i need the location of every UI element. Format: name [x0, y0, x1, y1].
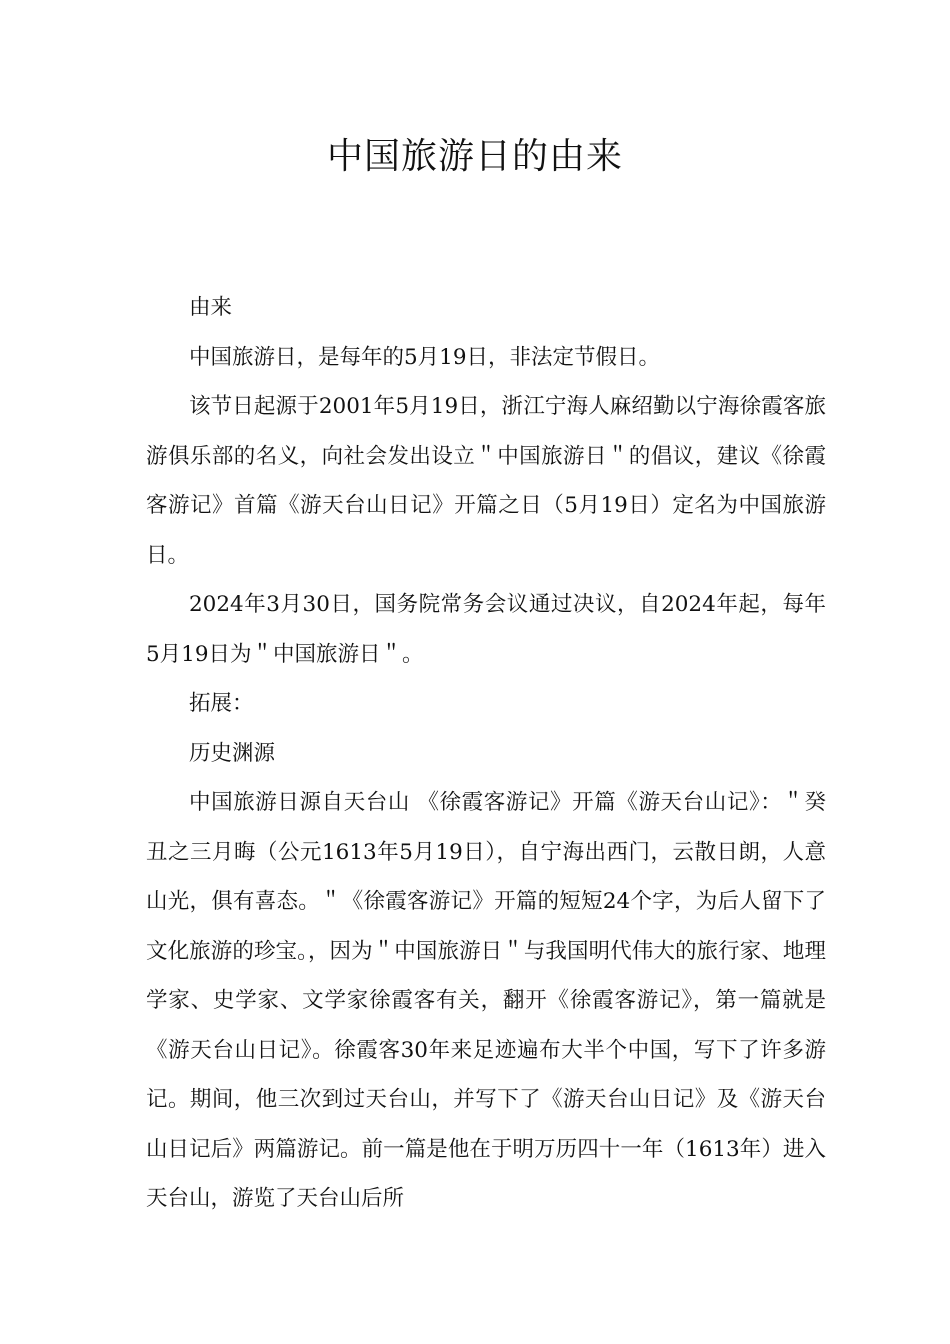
- document-body: [146, 283, 826, 1224]
- paragraph-date-definition: 中国旅游日，是每年的5月19日，非法定节假日。: [189, 344, 661, 370]
- paragraph-extension-heading: 拓展：: [189, 691, 254, 716]
- paragraph-origin-detail: 该节日起源于2001年5月19日，浙江宁海人麻绍勤以宁海徐霞客旅游俱乐部的名义，向社会发出设立＂中国旅游日＂的倡议，建议《徐霞客游记》首篇《游天台山日记》开篇之日（5月19日）定名为中国旅游日。: [146, 394, 826, 568]
- paragraph-origin-heading: 由来: [189, 295, 233, 320]
- document-title: 中国旅游日的由来: [326, 136, 623, 177]
- paragraph-history-detail: 中国旅游日源自天台山 《徐霞客游记》开篇《游天台山记》：＂癸丑之三月晦（公元1613年5月19日），自宁海出西门，云散日朗，人意山光，俱有喜态。＂《徐霞客游记》开篇的短短24个字，为后人留下了文化旅游的珍宝。，因为＂中国旅游日＂与我国明代伟大的旅行家、地理学家、史学家、文学家徐霞客有关，翻开《徐霞客游记》，第一篇就是《游天台山日记》。徐霞客30年来足迹遍布大半个中国，写下了许多游记。期间，他三次到过天台山，并写下了《游天台山日记》及《游天台山日记后》两篇游记。前一篇是他在于明万历四十一年（1613年）进入天台山，游览了天台山后所: [146, 790, 826, 1211]
- paragraph-history-heading: 历史渊源: [189, 740, 276, 766]
- paragraph-official-decision: 2024年3月30日，国务院常务会议通过决议，自2024年起，每年5月19日为＂中国旅游日＂。: [146, 592, 826, 667]
